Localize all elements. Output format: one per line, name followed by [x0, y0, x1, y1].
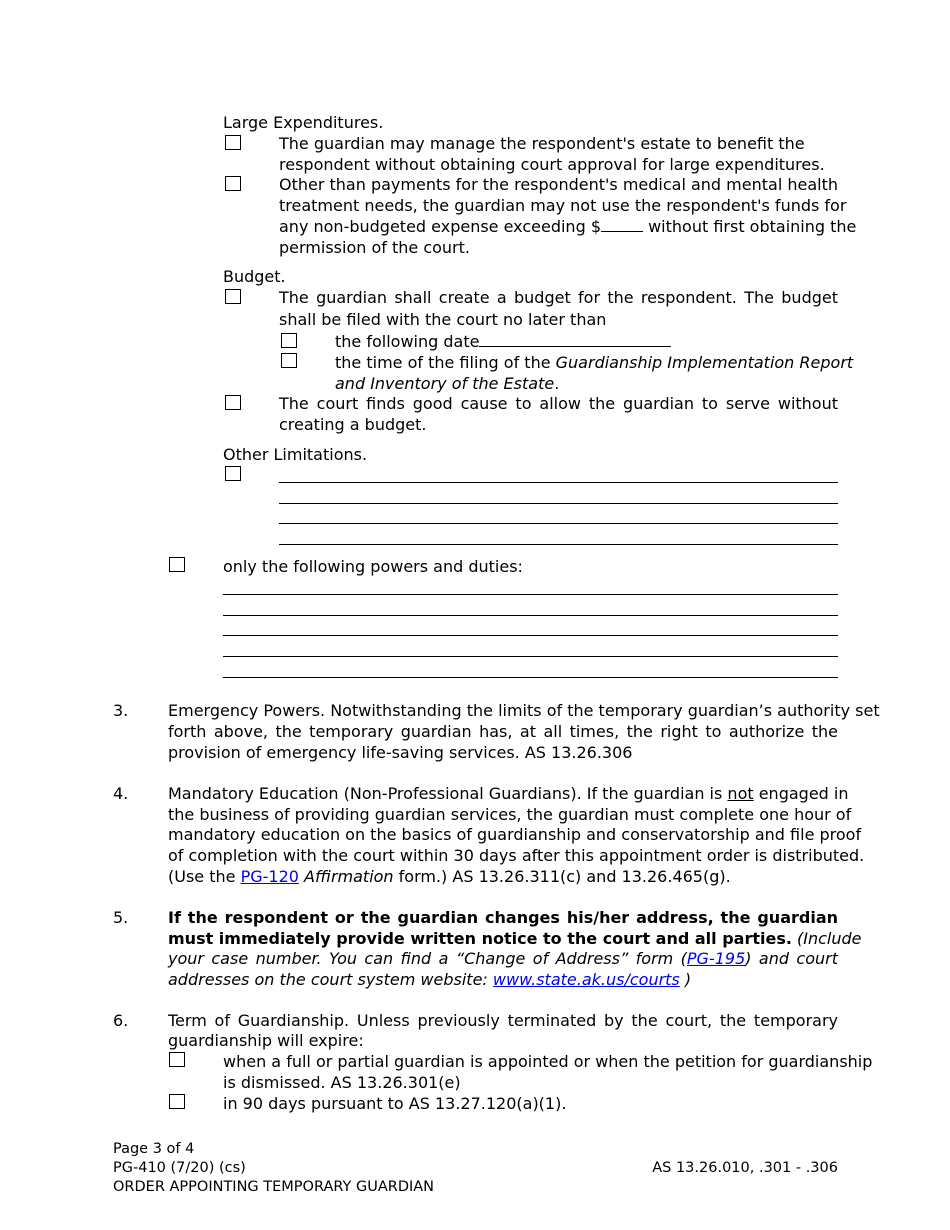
powers-line-2[interactable] — [223, 615, 838, 616]
item-5-line3-end: ) and court — [745, 949, 839, 968]
large-expenditures-limit-checkbox[interactable] — [225, 176, 241, 191]
budget-report-title-cont: and Inventory of the Estate — [335, 374, 555, 393]
budget-date-label: the following date — [335, 332, 480, 351]
item-5-bold-2: must immediately provide written notice to the court and all parties. — [168, 929, 792, 948]
powers-line-3[interactable] — [223, 635, 838, 636]
budget-opt2-line2: creating a budget. — [279, 415, 427, 434]
powers-line-1[interactable] — [223, 594, 838, 595]
only-following-powers-checkbox[interactable] — [169, 557, 185, 572]
only-following-powers-label: only the following powers and duties: — [223, 557, 523, 576]
large-expenditures-manage-checkbox[interactable] — [225, 135, 241, 150]
budget-waive-checkbox[interactable] — [225, 395, 241, 410]
footer-page-number: Page 3 of 4 — [113, 1141, 195, 1157]
other-limitations-heading: Other Limitations. — [223, 445, 368, 464]
item-5-line1 — [168, 907, 838, 928]
budget-report-title: Guardianship Implementation Report — [555, 353, 854, 372]
item-5-line4 — [168, 969, 691, 990]
item-5-line4-end: ) — [679, 970, 692, 989]
court-website-link[interactable]: www.state.ak.us/courts — [492, 970, 680, 989]
other-limitations-checkbox[interactable] — [225, 466, 241, 481]
other-limitations-line-2[interactable] — [279, 503, 838, 504]
large-opt2-line3-start: any non-budgeted expense exceeding $ — [279, 217, 601, 236]
budget-date-checkbox[interactable] — [281, 333, 297, 348]
other-limitations-line-1[interactable] — [279, 482, 838, 483]
large-expenditures-heading: Large Expenditures. — [223, 113, 384, 132]
item-3-line1: Emergency Powers. Notwithstanding the limits of the temporary guardian’s authority set — [168, 701, 880, 720]
large-opt1-line2: respondent without obtaining court approval for large expenditures. — [279, 155, 825, 174]
item-4-affirmation: Affirmation — [304, 867, 394, 886]
powers-line-4[interactable] — [223, 656, 838, 657]
item-5-number: 5. — [113, 908, 129, 927]
budget-opt2-line1: The court finds good cause to allow the guardian to serve without — [279, 394, 838, 413]
item-6-line1: Term of Guardianship. Unless previously terminated by the court, the temporary — [168, 1011, 838, 1030]
budget-report-period: . — [554, 374, 560, 393]
item-5-include: (Include — [791, 929, 862, 948]
footer-form-title: ORDER APPOINTING TEMPORARY GUARDIAN — [113, 1179, 435, 1195]
budget-date-line — [335, 331, 671, 352]
other-limitations-line-4[interactable] — [279, 544, 838, 545]
expense-amount-blank[interactable] — [601, 216, 643, 232]
other-limitations-line-3[interactable] — [279, 523, 838, 524]
item-6-opt1-line1: when a full or partial guardian is appointed or when the petition for guardianship — [223, 1052, 873, 1071]
item-4-number: 4. — [113, 784, 129, 803]
large-opt1-line1: The guardian may manage the respondent's estate to benefit the — [279, 134, 805, 153]
budget-opt1-line1: The guardian shall create a budget for the respondent. The budget — [279, 288, 838, 307]
term-full-guardian-checkbox[interactable] — [169, 1052, 185, 1067]
budget-report-line1 — [335, 352, 854, 373]
large-opt2-line3 — [279, 216, 856, 237]
budget-heading: Budget. — [223, 267, 286, 286]
item-4-not: not — [727, 784, 754, 803]
powers-line-5[interactable] — [223, 677, 838, 678]
item-5-line3-start: your case number. You can find a “Change of Address” form ( — [168, 949, 687, 968]
item-6-opt1-line2: is dismissed. AS 13.26.301(e) — [223, 1073, 461, 1092]
item-3-number: 3. — [113, 701, 129, 720]
budget-report-line2 — [335, 373, 559, 394]
item-4-line5 — [168, 866, 731, 887]
item-6-number: 6. — [113, 1011, 129, 1030]
item-4-line2: the business of providing guardian services, the guardian must complete one hour of — [168, 805, 852, 824]
budget-date-blank[interactable] — [479, 331, 671, 347]
item-4-line4: of completion with the court within 30 days after this appointment order is distributed. — [168, 846, 865, 865]
footer-statute: AS 13.26.010, .301 - .306 — [652, 1160, 838, 1176]
budget-opt1-line2: shall be filed with the court no later than — [279, 310, 607, 329]
item-3-line3: provision of emergency life-saving services. AS 13.26.306 — [168, 743, 633, 762]
budget-report-checkbox[interactable] — [281, 353, 297, 368]
item-4-line5-end: form.) AS 13.26.311(c) and 13.26.465(g). — [393, 867, 731, 886]
item-4-line1-end: engaged in — [753, 784, 849, 803]
pg-120-link[interactable]: PG-120 — [240, 867, 299, 886]
item-4-line3: mandatory education on the basics of guardianship and conservatorship and file proof — [168, 825, 862, 844]
footer-form-id: PG-410 (7/20) (cs) — [113, 1160, 246, 1176]
item-5-line3 — [168, 948, 838, 969]
item-3-line2: forth above, the temporary guardian has, at all times, the right to authorize the — [168, 722, 838, 741]
item-4-line1-start: Mandatory Education (Non-Professional Guardians). If the guardian is — [168, 784, 728, 803]
budget-create-checkbox[interactable] — [225, 289, 241, 304]
item-4-line1 — [168, 783, 849, 804]
large-opt2-line3-end: without first obtaining the — [643, 217, 857, 236]
large-opt2-line4: permission of the court. — [279, 238, 470, 257]
item-6-opt2: in 90 days pursuant to AS 13.27.120(a)(1). — [223, 1094, 567, 1113]
item-6-line2: guardianship will expire: — [168, 1031, 364, 1050]
large-opt2-line1: Other than payments for the respondent's medical and mental health — [279, 175, 838, 194]
item-5-line4-start: addresses on the court system website: — [168, 970, 493, 989]
item-5-bold-1: If the respondent or the guardian changes his/her address, the guardian — [168, 908, 838, 927]
budget-report-text: the time of the filing of the — [335, 353, 556, 372]
item-5-line2 — [168, 928, 862, 949]
item-4-use-the: (Use the — [168, 867, 241, 886]
large-opt2-line2: treatment needs, the guardian may not use the respondent's funds for — [279, 196, 847, 215]
pg-195-link[interactable]: PG-195 — [686, 949, 746, 968]
term-90-days-checkbox[interactable] — [169, 1094, 185, 1109]
